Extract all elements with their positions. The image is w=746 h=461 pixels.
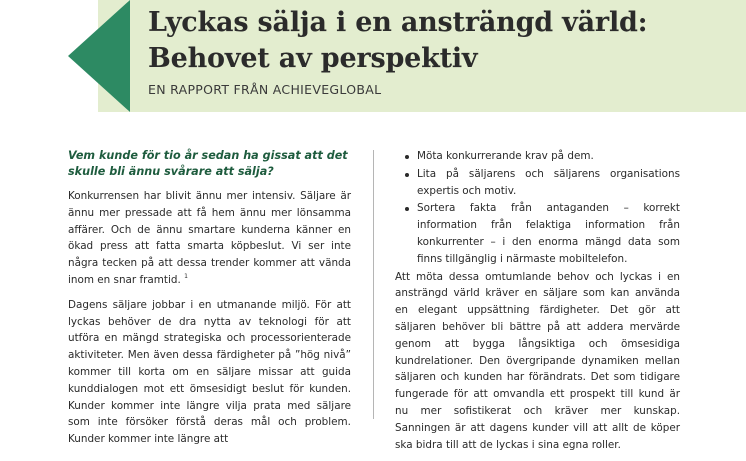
list-item: Lita på säljarens och säljarens organisations expertis och motiv. <box>395 166 680 200</box>
bullet-list <box>395 148 680 268</box>
paragraph-competition-text: Konkurrensen har blivit ännu mer intensiv. Säljare är ännu mer pressade att få hem ännu mer lönsamma affärer. Och de ännu smartare kunderna känner en ökad press att fatta smarta köpbeslut. Vi ser inte några tecken på att dessa trender kommer att vända inom en snar framtid. <box>68 190 351 286</box>
list-item: Möta konkurrerande krav på dem. <box>395 148 680 165</box>
paragraph-competition <box>68 188 351 289</box>
report-title <box>148 5 738 77</box>
report-subtitle: EN RAPPORT FRÅN ACHIEVEGLOBAL <box>148 82 382 97</box>
paragraph-meeting-needs: Att möta dessa omtumlande behov och lyckas i en ansträngd värld kräver en säljare som kan använda en elegant uppsättning färdigheter. Det gör att säljaren behöver bli bättre på att addera mervärde genom att bygga långsiktiga och ömsesidiga kundrelationer. Den övergripande dynamiken mellan säljaren och kunden har förändrats. Det som tidigare fungerade för att omvandla ett prospekt till kund är nu mer sofistikerat och kräver mer kunskap. Sanningen är att dagens kunder vill att allt de köper ska bidra till att de lyckas i sina egna roller. <box>395 270 680 451</box>
chevron-arrow-icon <box>68 0 130 112</box>
footnote-marker: 1 <box>184 272 188 280</box>
column-divider <box>373 150 374 419</box>
intro-question: Vem kunde för tio år sedan ha gissat att det skulle bli ännu svårare att sälja? <box>68 149 348 178</box>
right-column <box>395 148 680 461</box>
paragraph-sellers-today: Dagens säljare jobbar i en utmanande miljö. För att lyckas behöver de dra nytta av teknologi för att utföra en mängd strategiska och processorienterade aktiviteter. Men även dessa färdigheter på ”hög nivå” kommer till korta om en säljare missar att guida kunddialogen mot ett ömsesidigt beslut för kunden. Kunder kommer inte längre vilja prata med säljare som inte försöker förstå deras mål och problem. Kunder kommer inte längre att <box>68 298 351 446</box>
left-column <box>68 148 351 456</box>
list-item: Sortera fakta från antaganden – korrekt information från felaktiga information från konkurrenter – i den enorma mängd data som finns tillgänglig i närmaste mobiltelefon. <box>395 200 680 267</box>
title-line-1: Lyckas sälja i en ansträngd värld: <box>148 7 648 38</box>
title-line-2: Behovet av perspektiv <box>148 43 478 74</box>
